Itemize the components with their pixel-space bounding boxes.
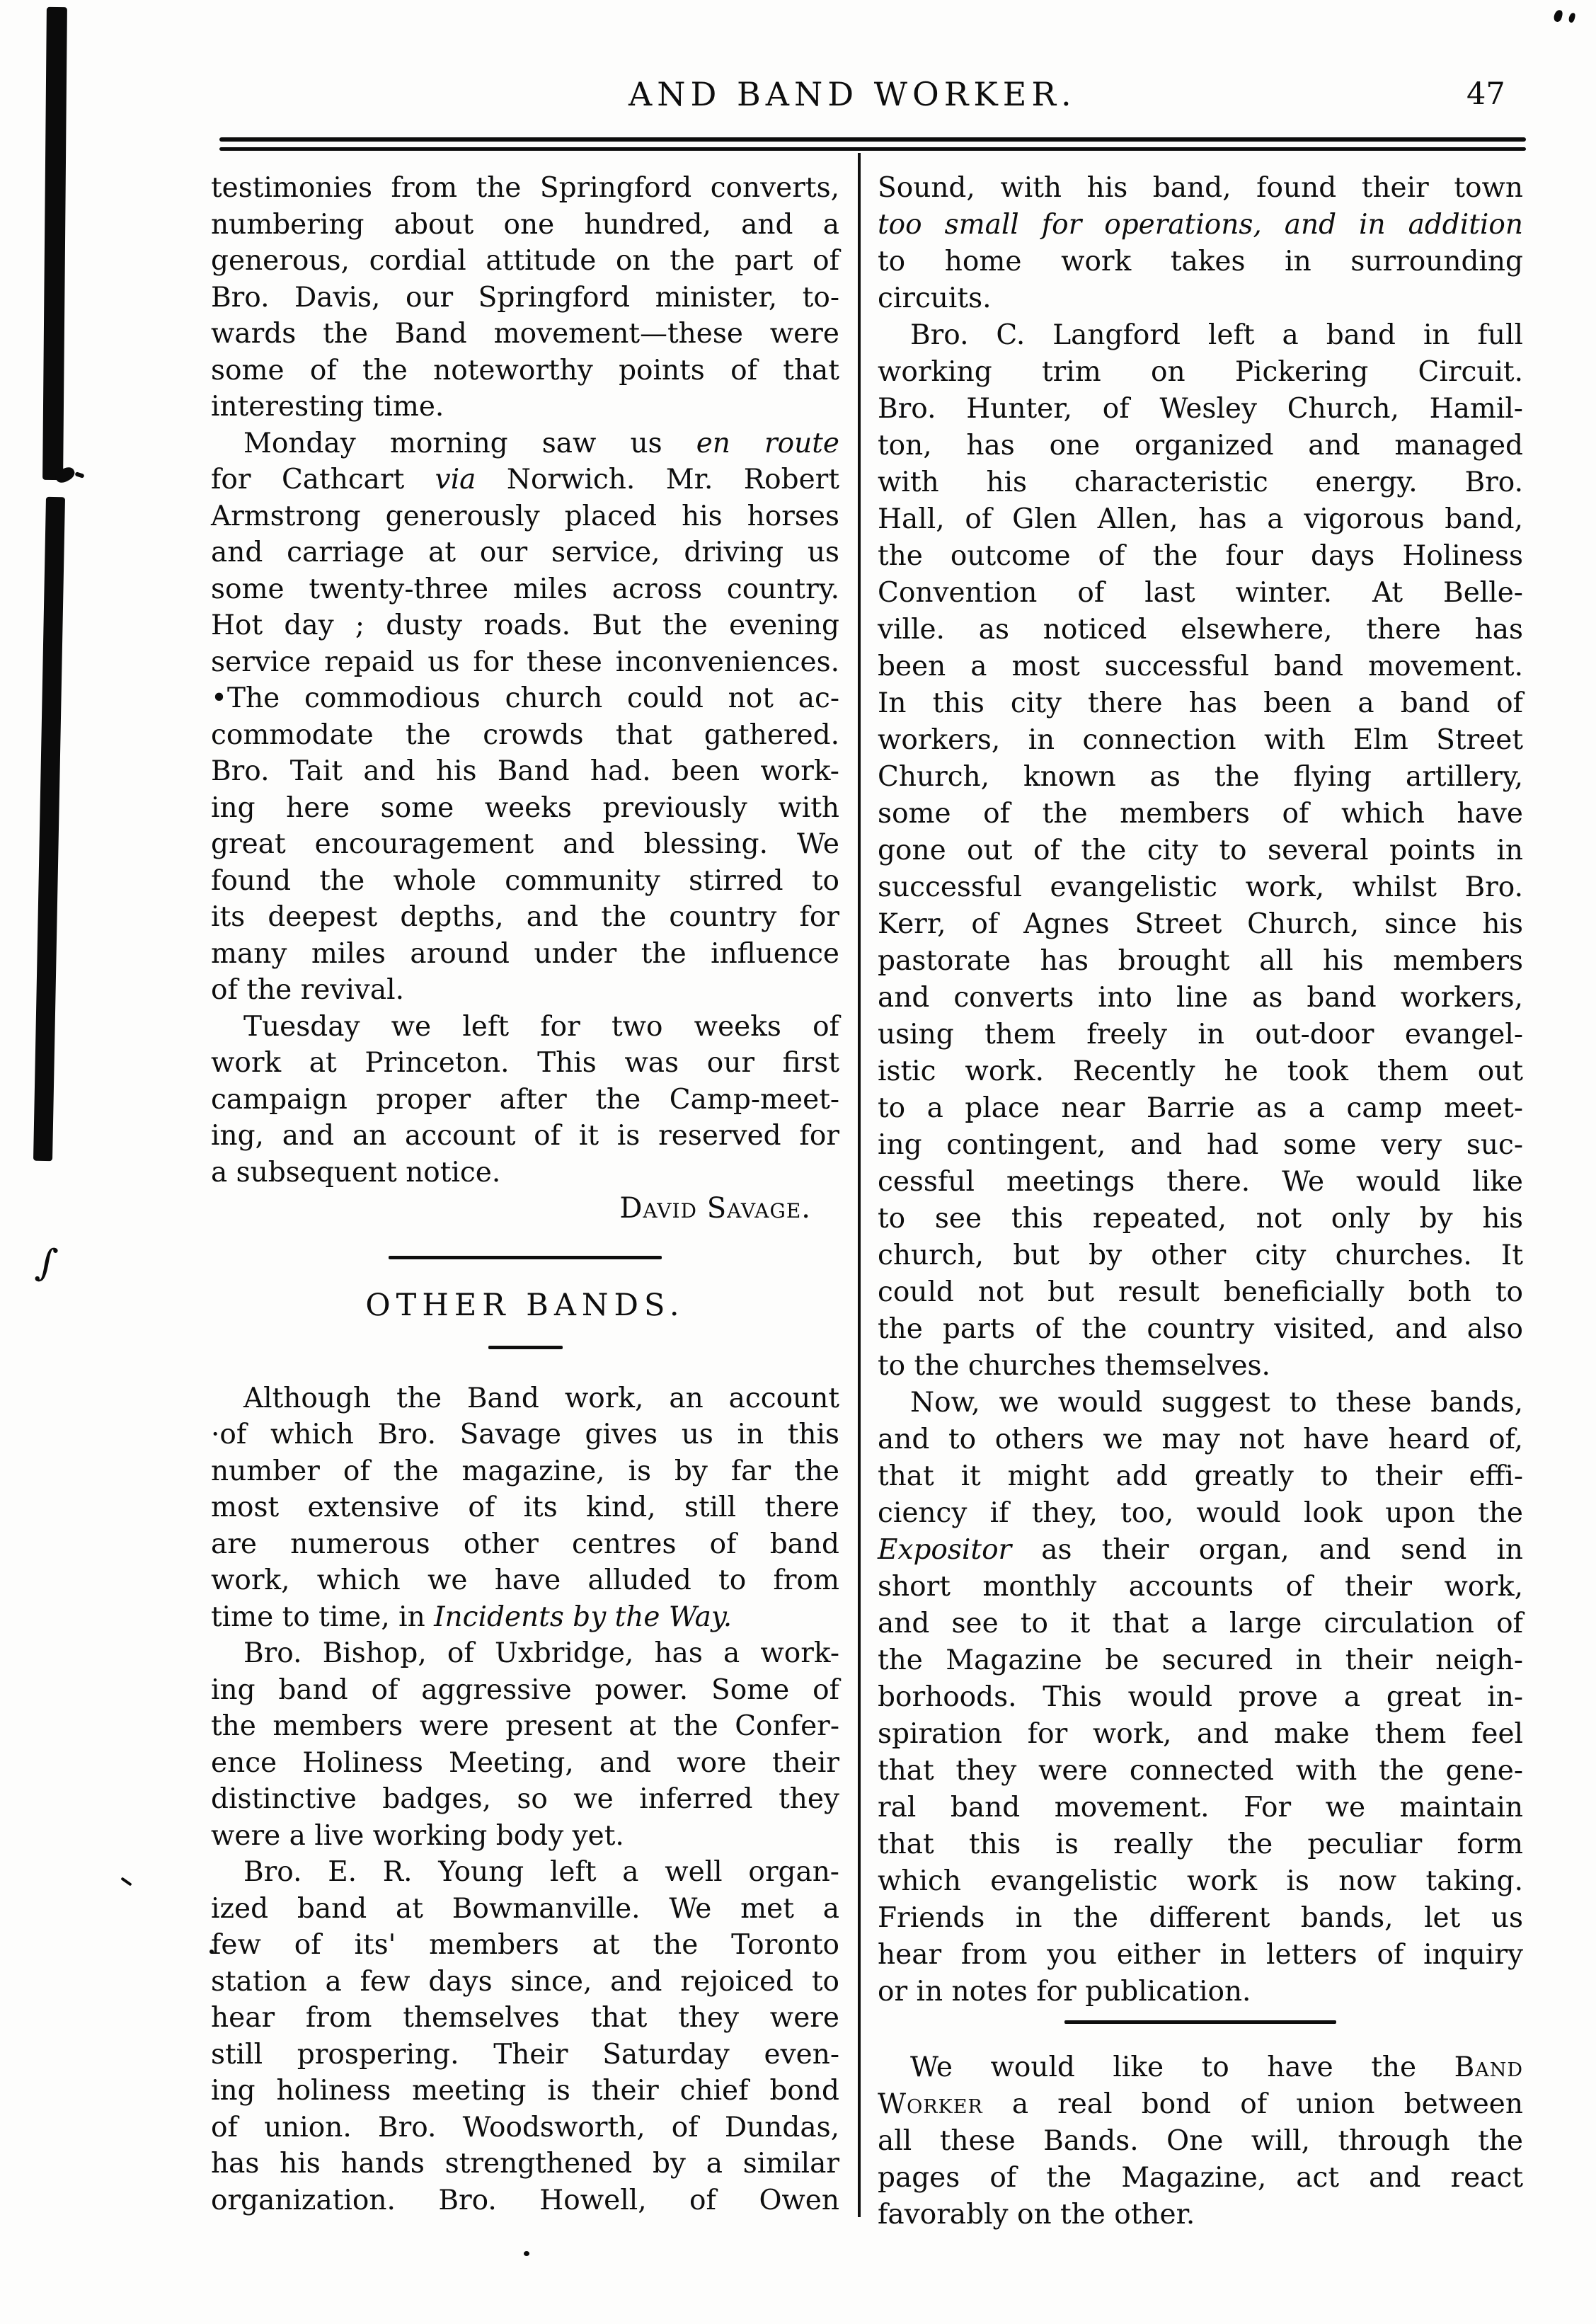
header-rule <box>219 137 1526 142</box>
section-heading: OTHER BANDS. <box>365 1287 685 1323</box>
text: campaign proper after the Camp-meet- <box>211 1083 839 1116</box>
text: Friends in the different bands, let us <box>878 1902 1523 1934</box>
text: the members were present at the Confer- <box>211 1710 839 1742</box>
text: ing, and an account of it is reserved for <box>211 1120 839 1152</box>
text-line <box>878 1974 1523 2010</box>
paragraph <box>878 317 1523 1385</box>
smallcaps-text: David Savage. <box>619 1192 811 1225</box>
paragraph <box>878 170 1523 317</box>
text: still prospering. Their Saturday even- <box>211 2038 839 2071</box>
text: Although the Band work, an account <box>243 1382 839 1414</box>
text-line <box>878 1164 1523 1201</box>
text: could not but result beneficially both to <box>878 1276 1523 1308</box>
text: to the churches themselves. <box>878 1350 1270 1382</box>
text: some of the noteworthy points of that <box>211 354 839 387</box>
text: Bro. C. Langford left a band in full <box>910 319 1523 351</box>
text: ing band of aggressive power. Some of <box>211 1673 839 1706</box>
text: ·of which Bro. Savage gives us in this <box>211 1419 839 1450</box>
text-line <box>878 1863 1523 1900</box>
text-line <box>211 534 839 571</box>
text-line <box>211 1155 839 1191</box>
text-line <box>878 2086 1523 2123</box>
text-line <box>878 722 1523 759</box>
text-line <box>211 280 839 316</box>
right-column <box>878 170 1523 2233</box>
text-line <box>211 1526 839 1563</box>
text: some of the members of which have <box>878 798 1523 830</box>
text-line <box>878 1385 1523 1421</box>
text-line <box>211 644 839 681</box>
text: Bro. Tait and his Band had. been work- <box>211 755 839 787</box>
italic-text: too small for operations, and in addition <box>878 209 1523 241</box>
text: numbering about one hundred, and a <box>211 208 839 241</box>
text: as their organ, and send in <box>1011 1534 1523 1566</box>
text: the Magazine be secured in their neigh- <box>878 1644 1523 1676</box>
text-line <box>878 2123 1523 2160</box>
text-line <box>211 1818 839 1855</box>
text-line <box>211 1672 839 1709</box>
text: testimonies from the Springford converts, <box>211 172 839 204</box>
text: Armstrong generously placed his horses <box>211 500 839 532</box>
text-line <box>878 538 1523 575</box>
text-line <box>878 1311 1523 1348</box>
text: working trim on Pickering Circuit. <box>878 356 1523 388</box>
text-line <box>211 972 839 1009</box>
text: workers, in connection with Elm Street <box>878 724 1523 756</box>
text: spiration for work, and make them feel <box>878 1718 1523 1750</box>
text-line <box>211 1781 839 1818</box>
text: ing contingent, and had some very suc- <box>878 1129 1523 1161</box>
text: that this is really the peculiar form <box>878 1828 1523 1860</box>
text-line <box>211 1082 839 1118</box>
text-line <box>211 1745 839 1782</box>
text-line <box>211 1380 839 1417</box>
text: the outcome of the four days Holiness <box>878 540 1523 572</box>
italic-text: via <box>435 464 476 496</box>
text: Bro. Hunter, of Wesley Church, Hamil- <box>878 393 1523 425</box>
text-line <box>211 1964 839 2000</box>
scan-artifact-corner-mark <box>1553 9 1563 23</box>
text: interesting time. <box>211 391 444 423</box>
text: which evangelistic work is now taking. <box>878 1865 1523 1897</box>
paragraph <box>878 2049 1523 2233</box>
smallcaps-text: Worker <box>878 2088 983 2120</box>
text: Hall, of Glen Allen, has a vigorous band, <box>878 503 1523 535</box>
text: pages of the Magazine, act and react <box>878 2162 1523 2194</box>
text: Norwich. Mr. Robert <box>476 464 839 496</box>
text: a subsequent notice. <box>211 1156 501 1189</box>
text-line <box>878 796 1523 832</box>
text-line <box>211 498 839 535</box>
text: gone out of the city to several points in <box>878 835 1523 866</box>
text-line <box>878 391 1523 428</box>
scan-artifact-corner-mark <box>1568 12 1575 23</box>
text-line <box>878 1237 1523 1274</box>
text-line <box>878 980 1523 1017</box>
text-line <box>211 607 839 644</box>
paragraph <box>211 1009 839 1191</box>
paragraph <box>211 425 839 1009</box>
text-line <box>211 207 839 244</box>
text: Bro. Bishop, of Uxbridge, has a work- <box>243 1637 839 1669</box>
text-line <box>211 753 839 790</box>
text: hear from you either in letters of inquiry <box>878 1939 1523 1971</box>
text: a real bond of union between <box>982 2088 1523 2120</box>
section-rule <box>1064 2020 1336 2024</box>
text: number of the magazine, is by far the <box>211 1455 839 1487</box>
text-line <box>878 612 1523 648</box>
text: Now, we would suggest to these bands, <box>910 1387 1523 1419</box>
text: Sound, with his band, found their town <box>878 172 1523 204</box>
text-line <box>878 1790 1523 1826</box>
text-line <box>878 1348 1523 1385</box>
text-line <box>878 1127 1523 1164</box>
text-line <box>878 1053 1523 1090</box>
text-line <box>211 1118 839 1155</box>
text: found the whole community stirred to <box>211 864 839 897</box>
section-rule <box>488 1346 563 1349</box>
text: generous, cordial attitude on the part of <box>211 245 839 277</box>
text: ence Holiness Meeting, and wore their <box>211 1746 839 1779</box>
text: all these Bands. One will, through the <box>878 2125 1523 2157</box>
text-line <box>211 1489 839 1526</box>
text: are numerous other centres of band <box>211 1528 839 1560</box>
text: Church, known as the flying artillery, <box>878 761 1523 793</box>
text-line <box>211 353 839 389</box>
running-header-title: AND BAND WORKER. <box>628 75 1077 113</box>
text: successful evangelistic work, whilst Bro. <box>878 871 1523 903</box>
text: many miles around under the influence <box>211 937 839 970</box>
text: of union. Bro. Woodsworth, of Dundas, <box>211 2111 839 2143</box>
text: Bro. Davis, our Springford minister, to- <box>211 281 839 314</box>
text-line <box>878 1532 1523 1569</box>
paragraph <box>211 170 839 425</box>
text-line <box>211 316 839 353</box>
text-line <box>878 2049 1523 2086</box>
text-line <box>878 244 1523 280</box>
text: We would like to have the <box>910 2051 1454 2083</box>
text-line <box>878 759 1523 796</box>
text: ing holiness meeting is their chief bond <box>211 2075 839 2107</box>
text-line <box>211 1599 839 1636</box>
text: ral band movement. For we maintain <box>878 1792 1523 1824</box>
text-line <box>878 1937 1523 1974</box>
text-line <box>878 906 1523 943</box>
text-line <box>878 1495 1523 1532</box>
text-line <box>211 571 839 608</box>
text: with his characteristic energy. Bro. <box>878 466 1523 498</box>
text-line <box>211 717 839 754</box>
text-line <box>878 280 1523 317</box>
text-line <box>211 1416 839 1453</box>
text: for Cathcart <box>211 464 435 496</box>
text-line <box>211 425 839 462</box>
text-line <box>878 1642 1523 1679</box>
text: of the revival. <box>211 974 404 1006</box>
text: work, which we have alluded to from <box>211 1564 839 1596</box>
text-line <box>878 1679 1523 1716</box>
text: Convention of last winter. At Belle- <box>878 577 1523 609</box>
column-divider <box>858 153 861 2217</box>
text-line <box>878 317 1523 354</box>
scan-artifact-squiggle: ∫ <box>33 1239 60 1286</box>
text-line <box>878 2160 1523 2197</box>
text: wards the Band movement—these were <box>211 318 839 350</box>
text-line <box>211 2182 839 2219</box>
text: using them freely in out-door evangel- <box>878 1019 1523 1051</box>
smallcaps-text: Band <box>1454 2051 1523 2083</box>
text-line <box>211 1891 839 1928</box>
text: Bro. E. R. Young left a well organ- <box>243 1856 839 1888</box>
text-line <box>211 2037 839 2073</box>
text-line <box>211 899 839 936</box>
text: work at Princeton. This was our first <box>211 1047 839 1079</box>
text-line <box>878 869 1523 906</box>
text: been a most successful band movement. <box>878 651 1523 682</box>
text-line <box>878 575 1523 612</box>
text-line <box>211 2000 839 2037</box>
text-line <box>211 1635 839 1672</box>
text-line <box>878 207 1523 244</box>
text: ciency if they, too, would look upon the <box>878 1497 1523 1529</box>
author-signature <box>211 1191 839 1227</box>
text-line <box>878 428 1523 464</box>
text: borhoods. This would prove a great in- <box>878 1681 1523 1713</box>
text-line <box>878 648 1523 685</box>
text-line <box>211 462 839 498</box>
text-line <box>211 2146 839 2182</box>
text: and carriage at our service, driving us <box>211 537 839 568</box>
text: to see this repeated, not only by his <box>878 1203 1523 1235</box>
scan-artifact-slash <box>120 1877 132 1886</box>
text: to home work takes in surrounding <box>878 246 1523 277</box>
text: great encouragement and blessing. We <box>211 828 839 860</box>
text: its deepest depths, and the country for <box>211 901 839 933</box>
text: short monthly accounts of their work, <box>878 1571 1523 1603</box>
text: station a few days since, and rejoiced to <box>211 1965 839 1998</box>
scan-artifact-bar-top <box>42 7 67 480</box>
paragraph <box>211 1635 839 1854</box>
text-line <box>878 1458 1523 1495</box>
text-line <box>878 1569 1523 1605</box>
paragraph <box>878 1385 1523 2010</box>
text: Monday morning saw us <box>243 427 696 459</box>
text-line <box>211 1453 839 1490</box>
text-line <box>211 1045 839 1082</box>
text: and see to it that a large circulation of <box>878 1608 1523 1639</box>
text: Tuesday we left for two weeks of <box>243 1010 839 1043</box>
text-line <box>878 943 1523 980</box>
header-rule <box>219 147 1526 151</box>
text-line <box>211 243 839 280</box>
text-line <box>878 1826 1523 1863</box>
scan-artifact-bar-bottom <box>33 497 65 1161</box>
text: circuits. <box>878 282 992 314</box>
text: few of its' members at the Toronto <box>211 1929 839 1961</box>
text-line <box>211 1708 839 1745</box>
text-line <box>211 170 839 207</box>
text: that it might add greatly to their effi- <box>878 1460 1523 1492</box>
text: Kerr, of Agnes Street Church, since his <box>878 908 1523 940</box>
text-line <box>211 1009 839 1046</box>
text: favorably on the other. <box>878 2199 1195 2231</box>
italic-text: Incidents by the Way. <box>434 1601 733 1633</box>
text-line <box>878 1017 1523 1053</box>
text-line <box>211 936 839 973</box>
text: ville. as noticed elsewhere, there has <box>878 614 1523 646</box>
text-line <box>211 680 839 717</box>
text: Hot day ; dusty roads. But the evening <box>211 609 839 641</box>
text-line <box>878 832 1523 869</box>
text-line <box>878 170 1523 207</box>
text: or in notes for publication. <box>878 1976 1251 2008</box>
text: service repaid us for these inconveniences. <box>211 646 839 678</box>
text-line <box>211 1927 839 1964</box>
text: distinctive badges, so we inferred they <box>211 1783 839 1815</box>
text: to a place near Barrie as a camp meet- <box>878 1092 1523 1124</box>
text: In this city there has been a band of <box>878 687 1523 719</box>
text-line <box>878 1716 1523 1753</box>
text: hear from themselves that they were <box>211 2002 839 2034</box>
text-line <box>878 1274 1523 1311</box>
text: and to others we may not have heard of, <box>878 1424 1523 1455</box>
text-line <box>211 2073 839 2110</box>
paragraph <box>211 1380 839 1636</box>
text: church, but by other city churches. It <box>878 1240 1523 1271</box>
text: •The commodious church could not ac- <box>211 682 839 714</box>
text-line <box>878 1753 1523 1790</box>
text: commodate the crowds that gathered. <box>211 719 839 751</box>
text-line <box>211 1562 839 1599</box>
scan-artifact-tick <box>74 471 84 479</box>
page-number: 47 <box>1466 76 1505 112</box>
text: most extensive of its kind, still there <box>211 1492 839 1523</box>
left-column <box>211 170 839 2219</box>
text: pastorate has brought all his members <box>878 945 1523 977</box>
text: time to time, in <box>211 1601 435 1633</box>
text: that they were connected with the gene- <box>878 1755 1523 1787</box>
text: some twenty-three miles across country. <box>211 573 839 605</box>
text-line <box>878 685 1523 722</box>
text-line <box>211 389 839 425</box>
text: has his hands strengthened by a similar <box>211 2148 839 2180</box>
paragraph <box>211 1854 839 2219</box>
text-line <box>878 464 1523 501</box>
text: ized band at Bowmanville. We met a <box>211 1892 839 1925</box>
text-line <box>211 790 839 827</box>
text: were a live working body yet. <box>211 1819 624 1852</box>
text: organization. Bro. Howell, of Owen <box>211 2184 839 2216</box>
text: ton, has one organized and managed <box>878 430 1523 462</box>
scan-artifact-dot <box>524 2251 529 2256</box>
section-rule <box>389 1256 662 1259</box>
italic-text: Expositor <box>878 1534 1012 1566</box>
text: the parts of the country visited, and also <box>878 1313 1523 1345</box>
text-line <box>878 2197 1523 2233</box>
text-line <box>878 1421 1523 1458</box>
text-line <box>878 1201 1523 1237</box>
text-line <box>878 1090 1523 1127</box>
text: and converts into line as band workers, <box>878 982 1523 1014</box>
text-line <box>878 1900 1523 1937</box>
text-line <box>878 1605 1523 1642</box>
text: cessful meetings there. We would like <box>878 1166 1523 1198</box>
text: istic work. Recently he took them out <box>878 1055 1523 1087</box>
text-line <box>878 354 1523 391</box>
italic-text: en route <box>696 427 839 459</box>
text-line <box>878 501 1523 538</box>
text-line <box>211 1854 839 1891</box>
text-line <box>211 2110 839 2146</box>
text: ing here some weeks previously with <box>211 791 839 824</box>
text-line <box>211 863 839 900</box>
text-line <box>211 826 839 863</box>
